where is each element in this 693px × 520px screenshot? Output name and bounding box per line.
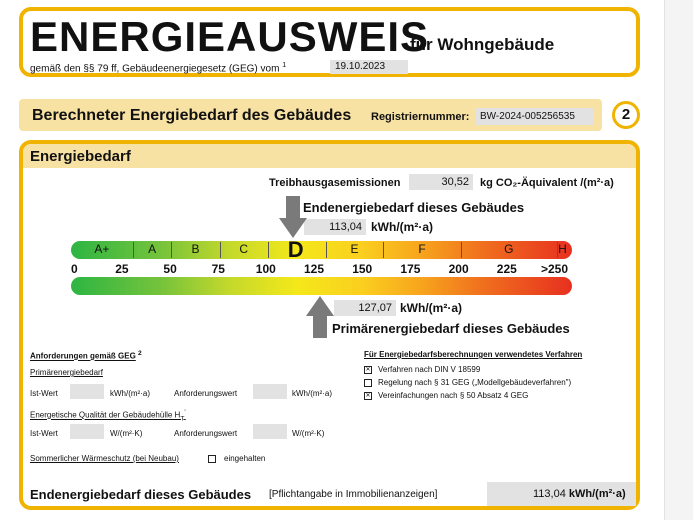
primary-actual-field (70, 384, 104, 399)
requirements-footnote: 2 (138, 350, 142, 357)
scale-tick: 200 (448, 262, 469, 276)
method-checkbox: ✕ (365, 367, 371, 373)
scale-tick: 125 (304, 262, 325, 276)
primary-actual-label: Ist-Wert (30, 389, 58, 398)
method-label: Verfahren nach DIN V 18599 (378, 365, 481, 374)
primary-required-label: Anforderungswert (174, 389, 238, 398)
envelope-heading-text: Energetische Qualität der Gebäudehülle H (30, 410, 181, 420)
scale-tick: >250 (541, 262, 569, 276)
envelope-superscript: ' (184, 409, 186, 416)
summer-protection-value: eingehalten (224, 454, 266, 463)
scrollbar[interactable] (664, 0, 693, 520)
scale-tick: 100 (255, 262, 276, 276)
scale-tick: 0 (71, 262, 78, 276)
class-label-c: C (239, 242, 249, 256)
method-checkbox: ✕ (365, 393, 371, 399)
end-energy-arrow-icon (279, 196, 307, 238)
document-subtitle: für Wohngebäude (410, 35, 555, 54)
page-number-badge: 2 (612, 101, 640, 129)
current-class-marker: D (287, 237, 304, 262)
primary-energy-unit: kWh/(m²·a) (400, 301, 462, 315)
class-label-f: F (418, 242, 426, 256)
ghg-unit: kg CO₂-Äquivalent /(m²·a) (480, 177, 614, 189)
envelope-required-field (253, 424, 287, 439)
envelope-actual-field (70, 424, 104, 439)
legal-footnote: 1 (282, 62, 287, 69)
ghg-value: 30,52 (409, 174, 473, 190)
class-label-aplus: A+ (94, 242, 110, 256)
class-label-a: A (148, 242, 157, 256)
primary-required-field (253, 384, 287, 399)
scale-tick: 75 (211, 262, 225, 276)
end-energy-label: Endenergiebedarf dieses Gebäudes (303, 200, 525, 215)
scale-tick: 50 (163, 262, 177, 276)
primary-energy-label: Primärenergiebedarf dieses Gebäudes (332, 321, 570, 336)
footer-value-box (487, 482, 636, 506)
energy-demand-title: Energiebedarf (30, 148, 131, 165)
class-label-h: H (558, 242, 567, 256)
methods-title: Für Energiebedarfsberechnungen verwendetes Verfahren (364, 350, 583, 359)
legal-reference (30, 62, 286, 74)
document-title: ENERGIEAUSWEIS (30, 13, 430, 60)
requirements-title-text: Anforderungen gemäß GEG (30, 351, 136, 361)
scale-tick: 25 (115, 262, 129, 276)
footer-title: Endenergiebedarf dieses Gebäudes (30, 487, 252, 502)
primary-required-unit: kWh/(m²·a) (292, 389, 332, 398)
end-energy-unit: kWh/(m²·a) (371, 220, 433, 234)
primary-energy-arrow-icon (306, 296, 334, 338)
primary-energy-heading: Primärenergiebedarf (30, 368, 103, 377)
section-title: Berechneter Energiebedarf des Gebäudes (32, 107, 352, 124)
energy-scale-bar (71, 277, 572, 295)
footer-note: [Pflichtangabe in Immobilienanzeigen] (269, 489, 438, 500)
registration-label: Registriernummer: (371, 111, 470, 123)
end-energy-value: 113,04 (304, 219, 366, 235)
primary-energy-value: 127,07 (334, 300, 396, 316)
method-label: Vereinfachungen nach § 50 Absatz 4 GEG (378, 391, 529, 400)
envelope-subscript: T (180, 415, 185, 423)
envelope-heading (30, 409, 186, 422)
envelope-actual-unit: W/(m²·K) (110, 429, 143, 438)
issue-date-field: 19.10.2023 (330, 60, 408, 74)
class-label-g: G (504, 242, 514, 256)
method-label: Regelung nach § 31 GEG („Modellgebäudeverfahren") (378, 378, 572, 387)
class-separator (268, 242, 269, 258)
primary-actual-unit: kWh/(m²·a) (110, 389, 150, 398)
scale-tick: 225 (496, 262, 517, 276)
envelope-required-unit: W/(m²·K) (292, 429, 325, 438)
footer-unit: kWh/(m²·a) (568, 488, 626, 500)
envelope-required-label: Anforderungswert (174, 429, 238, 438)
scale-tick: 150 (352, 262, 373, 276)
class-label-e: E (350, 242, 359, 256)
summer-protection-checkbox (208, 455, 216, 463)
envelope-actual-label: Ist-Wert (30, 429, 58, 438)
footer-value: 113,04 (533, 488, 566, 500)
class-label-b: B (191, 242, 200, 256)
method-checkbox (364, 379, 372, 387)
registration-number: BW-2024-005256535 (476, 108, 594, 125)
scale-tick: 175 (400, 262, 421, 276)
legal-text: gemäß den §§ 79 ff, Gebäudeenergiegesetz (GEG) vom (30, 63, 280, 75)
requirements-title (30, 350, 142, 361)
ghg-label: Treibhausgasemissionen (269, 177, 401, 189)
summer-protection-label: Sommerlicher Wärmeschutz (bei Neubau) (30, 454, 179, 463)
